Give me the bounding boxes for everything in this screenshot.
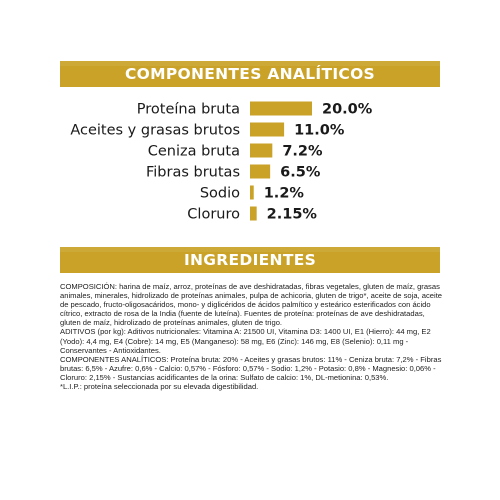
bar xyxy=(250,144,272,158)
section-title-ingredients: INGREDIENTES xyxy=(183,251,317,269)
bar xyxy=(250,165,270,179)
section-banner-ingredients xyxy=(60,247,440,273)
category-label: Proteína bruta xyxy=(136,101,240,118)
section-banner-analytical xyxy=(60,61,440,87)
ingredients-composition: COMPOSICIÓN: harina de maíz, arroz, proteínas de ave deshidratadas, fibras vegetales, gluten de maíz, grasas animales, minerales, hidrolizado de proteínas animales, pulpa de achicoria, gluten de trigo*, aceite de soja, aceite de pescado, fructo-oligosacáridos, mono- y diglicéridos de ácidos palmítico y esteárico esterificados con ácido cítrico, extracto de rosa de la India (fuente de luteína). Fuentes de proteína: proteínas de ave deshidratadas, gluten de maíz, hidrolizado de proteínas animales, gluten de trigo. xyxy=(60,282,443,328)
section-title-analytical: COMPONENTES ANALÍTICOS xyxy=(124,65,376,83)
value-label: 2.15% xyxy=(266,206,317,223)
value-label: 6.5% xyxy=(280,164,321,181)
bar xyxy=(250,186,254,200)
category-label: Ceniza bruta xyxy=(147,143,240,160)
category-label: Fibras brutas xyxy=(145,164,240,181)
bar xyxy=(250,207,257,221)
value-label: 20.0% xyxy=(322,101,373,118)
value-label: 1.2% xyxy=(263,185,304,202)
ingredients-additives: ADITIVOS (por kg): Aditivos nutricionales: Vitamina A: 21500 UI, Vitamina D3: 1400 UI, E1 (Hierro): 44 mg, E2 (Yodo): 4,4 mg, E4 (Cobre): 14 mg, E5 (Manganeso): 58 mg, E6 (Zinc): 146 mg, E8 (Selenio): 0,11 mg - Conservantes - Antioxidantes. xyxy=(60,327,431,355)
analytical-components-chart xyxy=(0,88,500,233)
ingredients-analytical: COMPONENTES ANALÍTICOS: Proteína bruta: 20% - Aceites y grasas brutos: 11% - Ceniza bruta: 7,2% - Fibras brutas: 6,5% - Azufre: 0,6% - Calcio: 0,57% - Fósforo: 0,57% - Sodio: 1,2% - Potasio: 0,8% - Magnesio: 0,06% - Cloruro: 2,15% - Sustancias acidificantes de la orina: Sulfato de calcio: 1%, DL-metionina: 0,53%. xyxy=(60,354,442,382)
bar xyxy=(250,102,312,116)
value-label: 11.0% xyxy=(294,122,345,139)
category-label: Aceites y grasas brutos xyxy=(70,122,240,139)
bar xyxy=(250,123,284,137)
ingredients-text xyxy=(60,282,446,391)
category-label: Cloruro xyxy=(187,206,240,223)
category-label: Sodio xyxy=(199,185,240,202)
ingredients-footnote: *L.I.P.: proteína seleccionada por su elevada digestibilidad. xyxy=(60,382,259,392)
value-label: 7.2% xyxy=(282,143,323,160)
